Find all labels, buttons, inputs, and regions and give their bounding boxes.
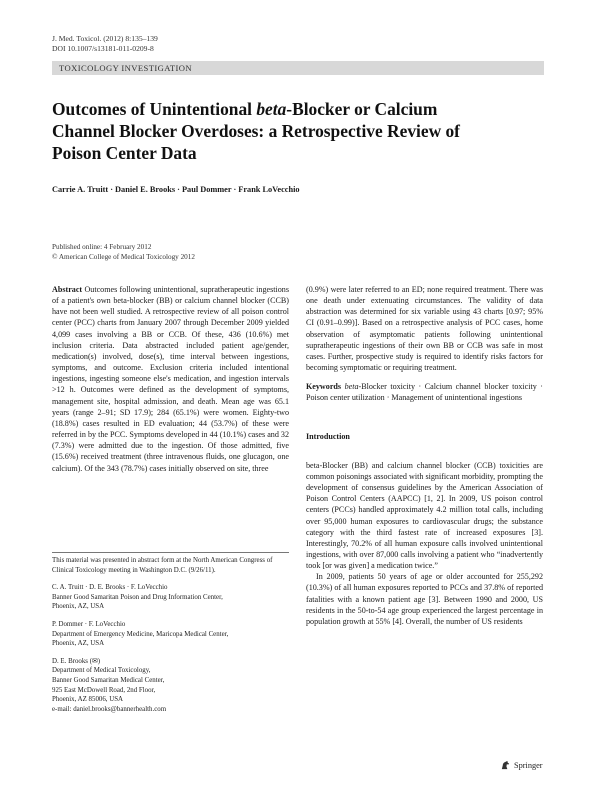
aff2-line: Department of Emergency Medicine, Maricopa Medical Center, <box>52 630 229 638</box>
journal-citation: J. Med. Toxicol. (2012) 8:135–139 <box>52 34 158 43</box>
springer-horse-icon <box>500 760 511 771</box>
article-title <box>52 98 492 164</box>
title-italic: beta <box>256 99 287 119</box>
aff3-email[interactable]: e-mail: daniel.brooks@bannerhealth.com <box>52 705 167 713</box>
left-column <box>52 284 289 474</box>
aff3-line: Phoenix, AZ 85006, USA <box>52 696 124 704</box>
right-column <box>306 284 543 627</box>
keywords-italic: beta <box>344 382 359 392</box>
aff1-line: Banner Good Samaritan Poison and Drug Information Center, <box>52 593 223 601</box>
aff3-line: Banner Good Samaritan Medical Center, <box>52 676 165 684</box>
keywords-label: Keywords <box>306 382 342 392</box>
abstract <box>52 284 289 474</box>
aff1-authors: C. A. Truitt · D. E. Brooks · F. LoVecchio <box>52 584 168 592</box>
aff2-authors: P. Dommer · F. LoVecchio <box>52 620 126 628</box>
aff3-line: Department of Medical Toxicology, <box>52 667 151 675</box>
aff1-line: Phoenix, AZ, USA <box>52 603 105 611</box>
abstract-continued: (0.9%) were later referred to an ED; none required treatment. There was one death under extenuating circumstances. The validity of data abstraction was determined for six variable using 43 charts [0.97; 95% CI (0.91–0.99)]. Based on a retrospective analysis of PCC cases, home observation of asymptomatic patients following unintentional supratherapeutic ingestions of their own BB or CCB was safe in most cases. Further, prospective study is required to identify risks factors for becoming symptomatic or requiring treatment. <box>306 285 543 373</box>
affiliation-1 <box>52 583 289 612</box>
publication-info <box>52 242 195 262</box>
keywords <box>306 381 543 403</box>
footnotes <box>52 552 289 722</box>
introduction-paragraph-2: In 2009, patients 50 years of age or older accounted for 255,292 (10.3%) of all human exposures reported to PCCs and 37.8% of reported fatalities with a known patient age [3]. Between 1990 and 2000, US residents in the 50-to-54 age group experienced the largest percentage in population growth at 55% [4]. Overall, the number of US residents <box>306 572 543 626</box>
affiliation-2 <box>52 620 289 649</box>
abstract-text: Outcomes following unintentional, supratherapeutic ingestions of a patient's own beta-blocker (BB) or calcium channel blocker (CCB) have not been well studied. A retrospective review of all poison control center (PCC) charts from January 2007 through December 2009 yielded 4,099 cases involving a BB or CCB. Of these, 436 (10.6%) met inclusion criteria. Data abstracted included patient age/gender, medication(s) involved, dose(s), time interval between ingestions, symptoms, and outcome. Exclusion criteria included intentional ingestions, ingesting someone else's medication, and ingestion intervals >12 h. Outcomes were defined as the development of symptoms, management site, hospital admission, and death. Mean age was 65.1 years (range 2–91; SD 17.9); 284 (65.1%) were women. Eighty-two (18.8%) cases resulted in ED evaluation; 44 (53.7%) of these were referred in by the PCC. Symptoms developed in 44 (10.1%) cases and 32 (7.3%) were admitted due to the ingestion. Of those admitted, five (15.6%) received treatment (three intravenous fluids, one glucagon, one calcium). Of the 343 (78.7%) cases initially observed on site, three <box>52 285 289 473</box>
aff3-author: D. E. Brooks (✉) <box>52 657 101 665</box>
title-part1: Outcomes of Unintentional <box>52 99 257 119</box>
author-list: Carrie A. Truitt · Daniel E. Brooks · Paul Dommer · Frank LoVecchio <box>52 185 300 194</box>
presented-note: This material was presented in abstract form at the North American Congress of Clinical Toxicology meeting in Washington D.C. (9/26/11). <box>52 557 273 574</box>
keywords-text: -Blocker toxicity · Calcium channel blocker toxicity · Poison center utilization · Management of unintentional ingestions <box>306 382 543 403</box>
doi: DOI 10.1007/s13181-011-0209-8 <box>52 44 154 53</box>
introduction-heading: Introduction <box>306 431 350 441</box>
introduction-paragraph-1: beta-Blocker (BB) and calcium channel blocker (CCB) toxicities are common poisonings associated with significant morbidity, prompting the development of consensus guidelines by the American Association of Poison Control Centers (AAPCC) [1, 2]. In 2009, US poison control centers (PCCs) handled approximately 4.2 million total calls, including over 95,000 human exposures to cardiovascular drugs; the substance category with the third fastest rate of increased exposures [3]. Interestingly, 70.2% of all human exposure calls involved unintentional ingestions, with over 87,000 calls involving a patient who “inadvertently took [or was given] a medication twice.” <box>306 460 543 571</box>
footnote-rule <box>52 552 289 553</box>
abstract-label: Abstract <box>52 285 83 294</box>
section-label: TOXICOLOGY INVESTIGATION <box>52 61 544 75</box>
publisher-name: Springer <box>514 761 543 770</box>
publisher-logo <box>500 760 543 771</box>
journal-header <box>52 34 158 54</box>
affiliation-3 <box>52 657 289 715</box>
aff2-line: Phoenix, AZ, USA <box>52 640 105 648</box>
aff3-line: 925 East McDowell Road, 2nd Floor, <box>52 686 156 694</box>
copyright: © American College of Medical Toxicology 2012 <box>52 253 195 261</box>
published-date: Published online: 4 February 2012 <box>52 243 152 251</box>
title-part2: -Blocker or Calcium Channel Blocker Overdoses: a Retrospective Review of Poison Center Data <box>52 99 460 163</box>
